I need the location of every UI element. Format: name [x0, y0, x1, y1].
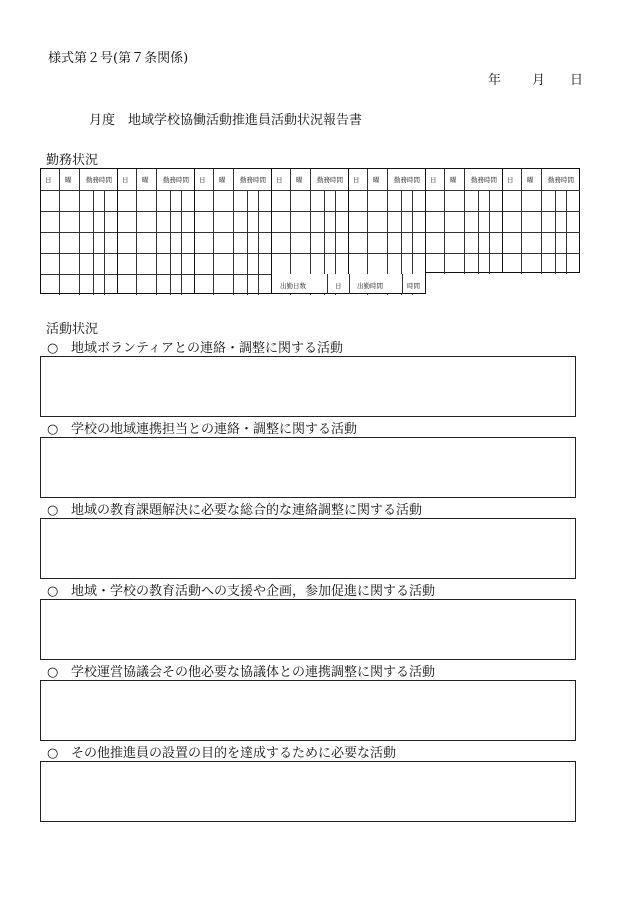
activity-entry-box[interactable] — [40, 761, 576, 822]
attendance-block — [117, 168, 195, 294]
activity-heading-text: その他推進員の設置の目的を達成するために必要な活動 — [71, 746, 397, 761]
attendance-block — [194, 168, 272, 294]
activity-heading-text: 学校の地域連携担当との連絡・調整に関する活動 — [71, 422, 358, 437]
activity-heading — [47, 661, 435, 680]
column-header: 曜 — [527, 176, 534, 184]
activity-heading — [47, 580, 435, 599]
column-rule — [79, 169, 80, 295]
activity-heading — [47, 418, 357, 437]
attendance-table — [40, 168, 578, 294]
column-header: 日 — [353, 176, 360, 184]
column-header: 曜 — [296, 176, 303, 184]
date-line — [488, 69, 583, 88]
column-rule — [444, 169, 445, 274]
column-header: 日 — [430, 176, 437, 184]
attendance-block — [425, 168, 503, 273]
column-rule — [541, 169, 542, 274]
attendance-section-label: 勤務状況 — [46, 153, 99, 168]
column-header: 勤務時間 — [240, 176, 266, 184]
column-header: 勤務時間 — [394, 176, 420, 184]
days-unit: 日 — [335, 282, 342, 290]
column-header: 日 — [45, 176, 52, 184]
summary-divider — [349, 274, 350, 294]
hours-label: 出勤時間 — [357, 282, 383, 290]
circle-bullet-icon: ○ — [47, 341, 59, 356]
column-rule — [59, 169, 60, 295]
column-rule — [464, 169, 465, 274]
column-rule — [156, 169, 157, 295]
hours-subdivision-rule — [104, 190, 105, 295]
hours-subdivision-rule — [170, 190, 171, 295]
hours-subdivision-rule — [93, 190, 94, 295]
date-month: 月 — [532, 73, 546, 88]
circle-bullet-icon: ○ — [47, 665, 59, 680]
hours-subdivision-rule — [181, 190, 182, 295]
column-header: 日 — [276, 176, 283, 184]
form-number: 様式第２号(第７条関係) — [48, 51, 189, 66]
column-header: 日 — [122, 176, 129, 184]
hours-subdivision-rule — [489, 190, 490, 274]
activity-heading-text: 地域の教育課題解決に必要な総合的な連絡調整に関する活動 — [71, 503, 423, 518]
activity-entry-box[interactable] — [40, 680, 576, 741]
days-label: 出勤日数 — [280, 282, 306, 290]
date-year: 年 — [488, 73, 502, 88]
circle-bullet-icon: ○ — [47, 503, 59, 518]
activity-entry-box[interactable] — [40, 599, 576, 660]
column-header: 日 — [199, 176, 206, 184]
attendance-summary — [271, 274, 426, 294]
column-rule — [521, 169, 522, 274]
report-title: 月度 地域学校協働活動推進員活動状況報告書 — [89, 113, 363, 128]
activity-heading — [47, 337, 343, 356]
column-header: 勤務時間 — [317, 176, 343, 184]
hours-unit: 時間 — [407, 282, 420, 290]
column-header: 曜 — [450, 176, 457, 184]
hours-subdivision-rule — [258, 190, 259, 295]
column-header: 曜 — [373, 176, 380, 184]
summary-divider — [402, 274, 403, 294]
column-header: 勤務時間 — [163, 176, 189, 184]
activity-entry-box[interactable] — [40, 518, 576, 579]
hours-subdivision-rule — [478, 190, 479, 274]
activity-heading-text: 地域ボランティアとの連絡・調整に関する活動 — [71, 341, 343, 356]
summary-divider — [327, 274, 328, 294]
column-rule — [233, 169, 234, 295]
activity-heading-text: 学校運営協議会その他必要な協議体との連携調整に関する活動 — [71, 665, 436, 680]
activity-heading — [47, 742, 396, 761]
column-header: 曜 — [142, 176, 149, 184]
column-header: 勤務時間 — [471, 176, 497, 184]
activity-section-label: 活動状況 — [46, 322, 99, 337]
circle-bullet-icon: ○ — [47, 746, 59, 761]
activity-heading — [47, 499, 422, 518]
attendance-block — [40, 168, 118, 294]
column-header: 日 — [507, 176, 514, 184]
hours-subdivision-rule — [247, 190, 248, 295]
date-day: 日 — [570, 73, 584, 88]
attendance-block — [502, 168, 580, 273]
activity-entry-box[interactable] — [40, 437, 576, 498]
column-rule — [213, 169, 214, 295]
activity-heading-text: 地域・学校の教育活動への支援や企画，参加促進に関する活動 — [71, 584, 436, 599]
column-header: 勤務時間 — [86, 176, 112, 184]
column-rule — [136, 169, 137, 295]
column-header: 曜 — [219, 176, 226, 184]
circle-bullet-icon: ○ — [47, 584, 59, 599]
activity-entry-box[interactable] — [40, 356, 576, 417]
hours-subdivision-rule — [566, 190, 567, 274]
hours-subdivision-rule — [555, 190, 556, 274]
column-header: 曜 — [65, 176, 72, 184]
circle-bullet-icon: ○ — [47, 422, 59, 437]
column-header: 勤務時間 — [548, 176, 574, 184]
